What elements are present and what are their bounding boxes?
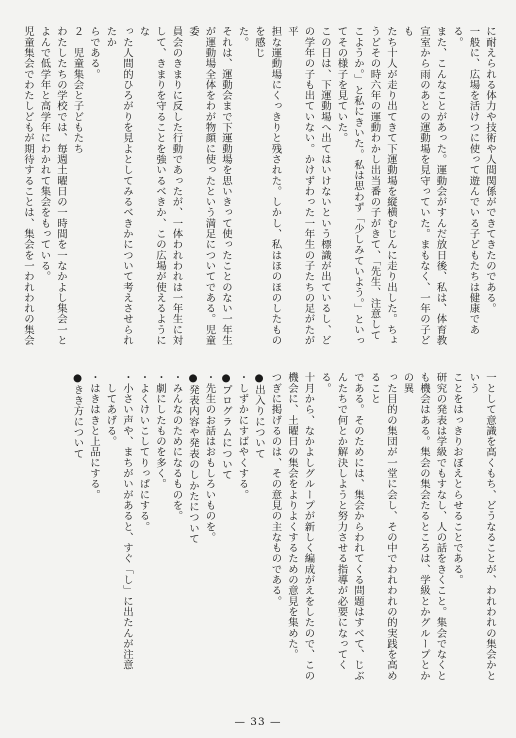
text-line: も機会はある。集会の集会たるところは、学級とかグループとかの異	[401, 372, 430, 681]
list-item: ・よくけいこしてりっぱにする。	[137, 372, 150, 532]
text-line: である。そのためには、集会からわれてくる問題はすべて、じぶ	[352, 372, 364, 681]
text-line: てその様子を見ていた。	[335, 26, 348, 144]
text-line: らである。	[88, 26, 100, 80]
text-line: して、きまりを守ることを強いるべきか、この広場が使えるようにな	[137, 26, 166, 346]
text-line: った目的の集団が一堂に会し、その中でわれわれの的実践を高めること	[368, 372, 397, 681]
list-item: ・はきはきと上品にする。	[88, 372, 100, 500]
list-heading: ●プログラムについて	[220, 372, 232, 481]
text-line: この日は、下運動場へ出てはいけないという標識が出ているし、ど	[319, 26, 331, 346]
text-line: また、こんなことがあった。運動会がすんだ放日後、私は、体育教	[434, 26, 447, 346]
text-line: わたしたちの学校では、毎週土曜日の一時間を一なかよし集会一と	[55, 26, 67, 346]
text-line: ことをはっきりおぼえとらせることである。	[451, 372, 463, 585]
text-line: んたちで何とか解決しようと努力させる指導が必要になってくる。	[319, 372, 348, 671]
lower-text-block	[18, 372, 498, 690]
text-line: 児童集会でわたしどもが期待することは、集会を一われわれの集会	[22, 26, 34, 346]
text-line: 機会に、土曜日の集会をよりよくするための意見を集めた。	[286, 372, 298, 660]
text-line: 十月から、なかよしグループが新しく編成がえをしたので、この	[302, 372, 315, 681]
text-line: よんで低学年と高学年にわかれて集会をもっている。	[38, 26, 51, 282]
text-line: た。	[236, 26, 249, 48]
list-item: ・小さい声や、まちがいがあると、すぐ「し」に出たんが注意	[121, 372, 133, 671]
upper-text-block	[18, 26, 498, 348]
list-item-continuation: してあげる。	[104, 372, 117, 447]
page-number: — 33 —	[234, 716, 282, 728]
text-line: った人間的ひろがりを見よとしてみるべきかについて考えさせられたか	[104, 26, 133, 346]
text-line: たち十人が走り出てきて下運動場を縦横むじんに走り出した。ちょ	[385, 26, 397, 346]
text-line: つぎに掲げるのは、その意見の主なものである。	[269, 372, 282, 607]
list-heading: ●きき方について	[71, 372, 84, 459]
list-heading: ●出入りについて	[253, 372, 265, 459]
list-item: ・劇にしたものを多く。	[154, 372, 166, 490]
text-line: に耐えられる体力や技術や人間関係ができてきたのである。	[484, 26, 496, 314]
text-line: 一として意識を高くもち、どうなることが、われわれの集会かという	[467, 372, 496, 681]
text-line: こようか。」と私にきいた。私は思わず「少しみていよう。」といっ	[352, 26, 364, 346]
text-line: 担な運動場にくっきりと残された。しかし、私はほのほのしたものを感じ	[253, 26, 282, 346]
text-line: うどその時六年の運動わかし出当番の子がきて、「先生、注意して	[368, 26, 381, 341]
text-line: それは、運動会まで下運動場を思いきって使ったことのない一年生	[220, 26, 232, 346]
text-line: 一般に、広場を活けつに使って遊んでいる子どもたちは健康である。	[451, 26, 480, 335]
text-line: の学年の子も出ていない。かけずわった一年生の子たちの足がたが平	[286, 26, 315, 346]
list-item: ・しずかにすばやくする。	[236, 372, 249, 500]
text-line: が運動場全体をわが物顔に使ったという満足についてである。児童委	[187, 26, 216, 346]
text-line: 宣室から雨のあとの運動場を見守っていた。まもなく、一年の子ども	[401, 26, 430, 346]
section-heading: ２ 児童集会と子どもたち	[71, 26, 84, 154]
text-line: 員会のきまりに反した行動であったが、一体われわれは一年生に対	[170, 26, 183, 346]
text-line: 研究の発表は学級でもすなし、人の話をきくこと。集会でなくと	[434, 372, 447, 681]
list-item: ・みんなのためになるものを。	[170, 372, 183, 522]
list-heading: ●発表内容や発表のしかたについて	[187, 372, 199, 544]
list-item: ・先生のお話はおもしろいものを。	[203, 372, 216, 543]
